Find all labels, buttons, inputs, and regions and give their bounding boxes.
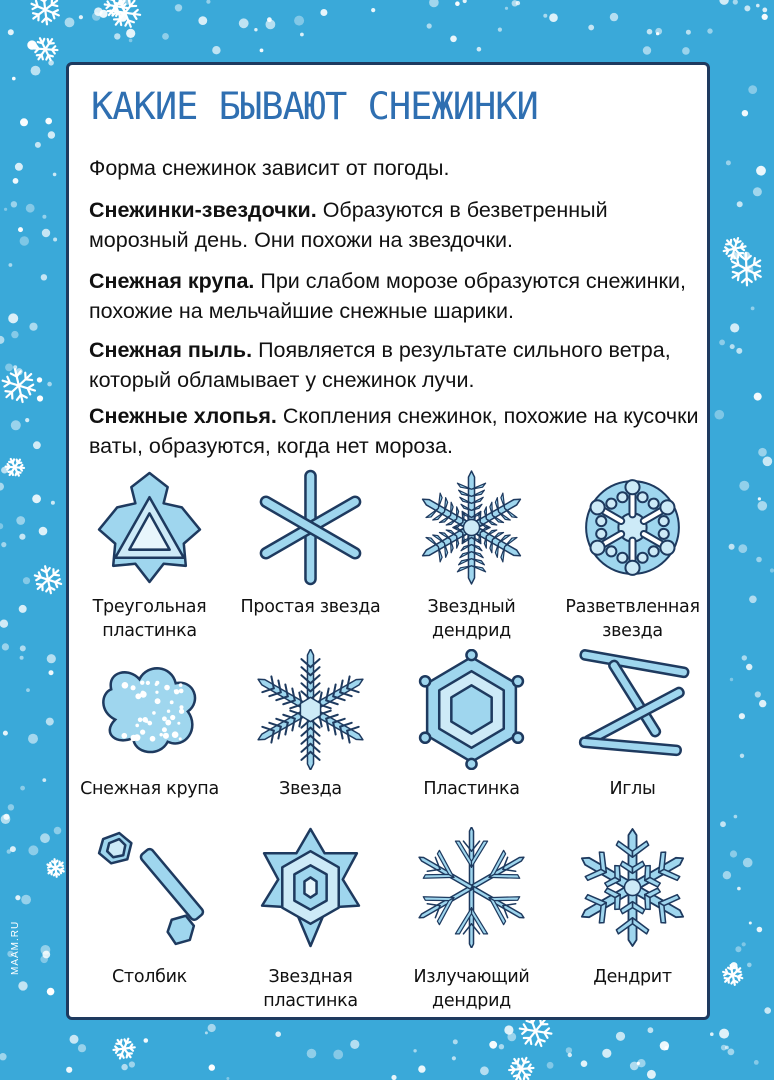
stellar-dendrite-icon — [411, 467, 532, 588]
paragraph-text: Скопления снежинок, похожие на кусочки ваты, образуются, когда нет мороза. — [89, 404, 699, 458]
paragraph-term: Снежная пыль. — [89, 338, 253, 362]
column-icon — [89, 827, 210, 948]
stellar-plate-icon — [250, 827, 371, 948]
paragraph-graupel — [89, 266, 699, 326]
branched-star-icon — [572, 467, 693, 588]
snowflake-item-stellar-plate — [230, 827, 391, 1011]
paragraph-term: Снежные хлопья. — [89, 404, 277, 428]
snowflake-label: Простая звезда — [240, 597, 381, 617]
intro-text: Форма снежинок зависит от погоды. — [89, 156, 450, 180]
snowflake-item-triangular-plate — [69, 467, 230, 642]
paragraph-snow-flakes — [89, 401, 699, 461]
snowflake-item-star — [230, 649, 391, 824]
snowflake-label: Излучающий дендрид — [413, 967, 530, 1011]
dendrite-icon — [572, 827, 693, 948]
snowflake-item-simple-star — [230, 467, 391, 642]
snowflake-label: Звезда — [279, 779, 342, 799]
triangular-plate-icon — [89, 467, 210, 588]
snowflake-item-plate — [391, 649, 552, 824]
snowflake-label: Снежная крупа — [80, 779, 219, 799]
snowflake-label: Дендрит — [593, 967, 672, 987]
snowflake-label: Столбик — [112, 967, 187, 987]
snowflake-item-stellar-dendrite — [391, 467, 552, 642]
snowflake-item-graupel — [69, 649, 230, 824]
star-icon — [250, 649, 371, 770]
snowflake-item-branched-star — [552, 467, 713, 642]
snowflake-item-column — [69, 827, 230, 1002]
snowflake-item-needles — [552, 649, 713, 824]
paragraph-star-flakes — [89, 195, 699, 255]
plate-icon — [411, 649, 532, 770]
paragraph-snow-dust — [89, 335, 699, 395]
needles-icon — [572, 649, 693, 770]
paragraph-text: Образуются в безветренный морозный день. Они похожи на звездочки. — [89, 198, 608, 252]
snowflake-label: Звездная пластинка — [263, 967, 358, 1011]
snowflake-label: Пластинка — [423, 779, 520, 799]
snowflake-types-grid — [69, 467, 713, 1011]
content-card — [66, 62, 710, 1020]
paragraph-term: Снежная крупа. — [89, 269, 255, 293]
snowflake-label: Разветвленная звезда — [565, 597, 700, 641]
paragraph-term: Снежинки-звездочки. — [89, 198, 317, 222]
paragraph-text: Появляется в результате сильного ветра, который обламывает у снежинок лучи. — [89, 338, 671, 392]
snowflake-label: Звездный дендрид — [427, 597, 516, 641]
page-title: КАКИЕ БЫВАЮТ СНЕЖИНКИ — [91, 85, 538, 128]
radiating-dendrite-icon — [411, 827, 532, 948]
simple-star-icon — [250, 467, 371, 588]
snowflake-label: Треугольная пластинка — [92, 597, 207, 641]
paragraph-text: При слабом морозе образуются снежинки, похожие на мельчайшие снежные шарики. — [89, 269, 686, 323]
graupel-icon — [89, 649, 210, 770]
snowflake-label: Иглы — [609, 779, 656, 799]
snowflake-item-dendrite — [552, 827, 713, 1002]
watermark: MAAM.RU — [10, 920, 21, 975]
snowflake-item-radiating-dendrite — [391, 827, 552, 1011]
